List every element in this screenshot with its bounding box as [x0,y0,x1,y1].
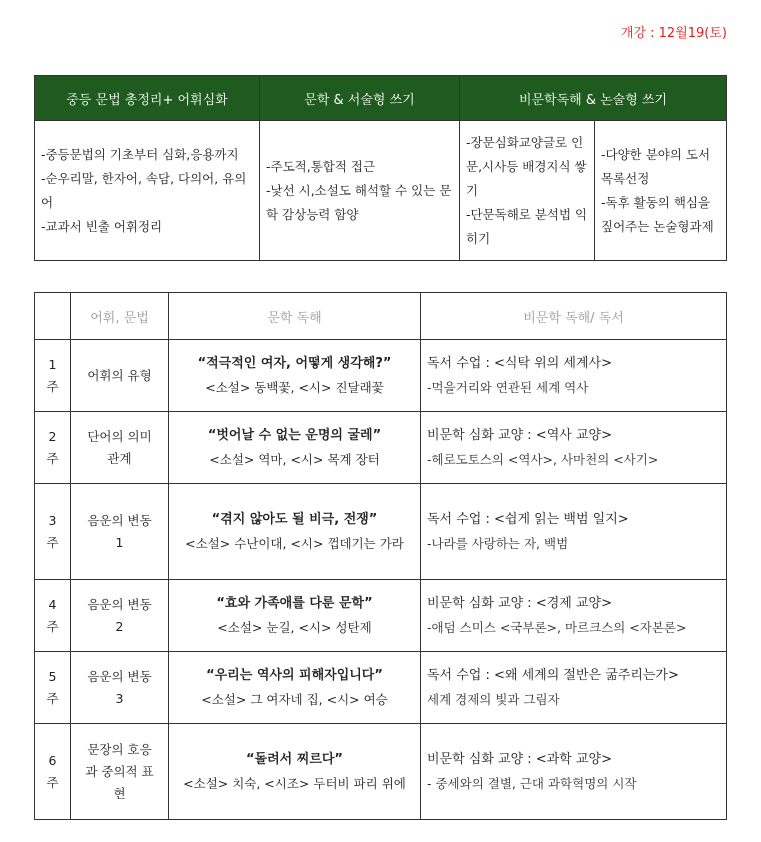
vocab-cell: 어휘의 유형 [71,340,169,412]
nonfiction-cell [421,484,727,580]
literature-cell [169,652,421,724]
literature-works: <소설> 치숙, <시조> 두터비 파리 위에 [183,775,406,791]
literature-works: <소설> 그 여자네 집, <시> 여승 [201,691,388,707]
nonfiction-cell [421,580,727,652]
nonfiction-title: 비문학 심화 교양 : <과학 교양> [427,751,612,767]
nonfiction-title: 비문학 심화 교양 : <경제 교양> [427,595,612,611]
overview-header-grammar: 중등 문법 총정리+ 어휘심화 [35,76,260,121]
literature-title: “겪지 않아도 될 비극, 전쟁” [211,511,378,527]
literature-works: <소설> 동백꽃, <시> 진달래꽃 [205,379,384,395]
vocab-cell: 음운의 변동 3 [71,652,169,724]
schedule-header-nonfiction: 비문학 독해/ 독서 [421,293,727,340]
overview-nonfiction-cell-a [460,121,595,261]
overview-line: -단문독해로 분석법 익히기 [466,206,588,246]
literature-works: <소설> 역마, <시> 목계 장터 [209,451,380,467]
vocab-cell: 음운의 변동 1 [71,484,169,580]
nonfiction-detail: 세계 경제의 빛과 그림자 [427,691,560,707]
overview-line: -주도적,통합적 접근 [266,158,376,174]
nonfiction-title: 독서 수업 : <왜 세계의 절반은 굶주리는가> [427,667,679,683]
schedule-header-week [35,293,71,340]
literature-title: “돌려서 찌르다” [246,751,343,767]
nonfiction-detail: -먹을거리와 연관된 세계 역사 [427,379,589,395]
overview-table [34,75,727,261]
week-cell: 6 주 [35,724,71,820]
nonfiction-title: 독서 수업 : <식탁 위의 세계사> [427,355,612,371]
nonfiction-cell [421,652,727,724]
nonfiction-cell [421,340,727,412]
overview-header-literature: 문학 & 서술형 쓰기 [260,76,460,121]
literature-cell [169,580,421,652]
overview-line: -교과서 빈출 어휘정리 [41,218,163,234]
literature-cell [169,724,421,820]
week-cell: 4 주 [35,580,71,652]
nonfiction-cell [421,412,727,484]
table-row [35,724,727,820]
literature-cell [169,340,421,412]
literature-cell [169,412,421,484]
vocab-cell: 문장의 호응 과 중의적 표 현 [71,724,169,820]
nonfiction-detail: -헤로도토스의 <역사>, 사마천의 <사기> [427,451,659,467]
nonfiction-detail: -애덤 스미스 <국부론>, 마르크스의 <자본론> [427,619,687,635]
literature-title: “벗어날 수 없는 운명의 굴레” [207,427,382,443]
schedule-header-literature: 문학 독해 [169,293,421,340]
nonfiction-title: 독서 수업 : <쉽게 읽는 백범 일지> [427,511,629,527]
week-cell: 5 주 [35,652,71,724]
overview-line: -독후 활동의 핵심을 짚어주는 논술형과제 [601,194,714,234]
table-row [35,340,727,412]
vocab-cell: 음운의 변동 2 [71,580,169,652]
week-cell: 2 주 [35,412,71,484]
overview-header-nonfiction: 비문학독해 & 논술형 쓰기 [460,76,727,121]
table-row [35,652,727,724]
literature-title: “우리는 역사의 피해자입니다” [206,667,383,683]
literature-title: “효와 가족애를 다룬 문학” [216,595,373,611]
overview-line: -장문심화교양글로 인문,시사등 배경지식 쌓기 [466,134,587,198]
table-row [35,580,727,652]
nonfiction-detail: - 중세와의 결별, 근대 과학혁명의 시작 [427,775,637,791]
nonfiction-detail: -나라를 사랑하는 자, 백범 [427,535,569,551]
literature-works: <소설> 눈길, <시> 성탄제 [217,619,372,635]
week-cell: 1 주 [35,340,71,412]
literature-works: <소설> 수난이대, <시> 껍데기는 가라 [185,535,404,551]
overview-line: -다양한 분야의 도서 목록선정 [601,146,711,186]
nonfiction-title: 비문학 심화 교양 : <역사 교양> [427,427,612,443]
literature-cell [169,484,421,580]
literature-title: “적극적인 여자, 어떻게 생각해?” [197,355,392,371]
overview-literature-cell [260,121,460,261]
vocab-cell: 단어의 의미 관계 [71,412,169,484]
overview-line: -낯선 시,소설도 해석할 수 있는 문학 감상능력 함양 [266,182,452,222]
schedule-table [34,292,727,820]
overview-line: -중등문법의 기초부터 심화,응용까지 [41,146,239,162]
schedule-header-vocab: 어휘, 문법 [71,293,169,340]
table-row [35,412,727,484]
opening-date: 개강 : 12월19(토) [620,26,727,41]
week-cell: 3 주 [35,484,71,580]
nonfiction-cell [421,724,727,820]
table-row [35,484,727,580]
overview-nonfiction-cell-b [595,121,727,261]
overview-grammar-cell [35,121,260,261]
overview-line: -순우리말, 한자어, 속담, 다의어, 유의어 [41,170,247,210]
